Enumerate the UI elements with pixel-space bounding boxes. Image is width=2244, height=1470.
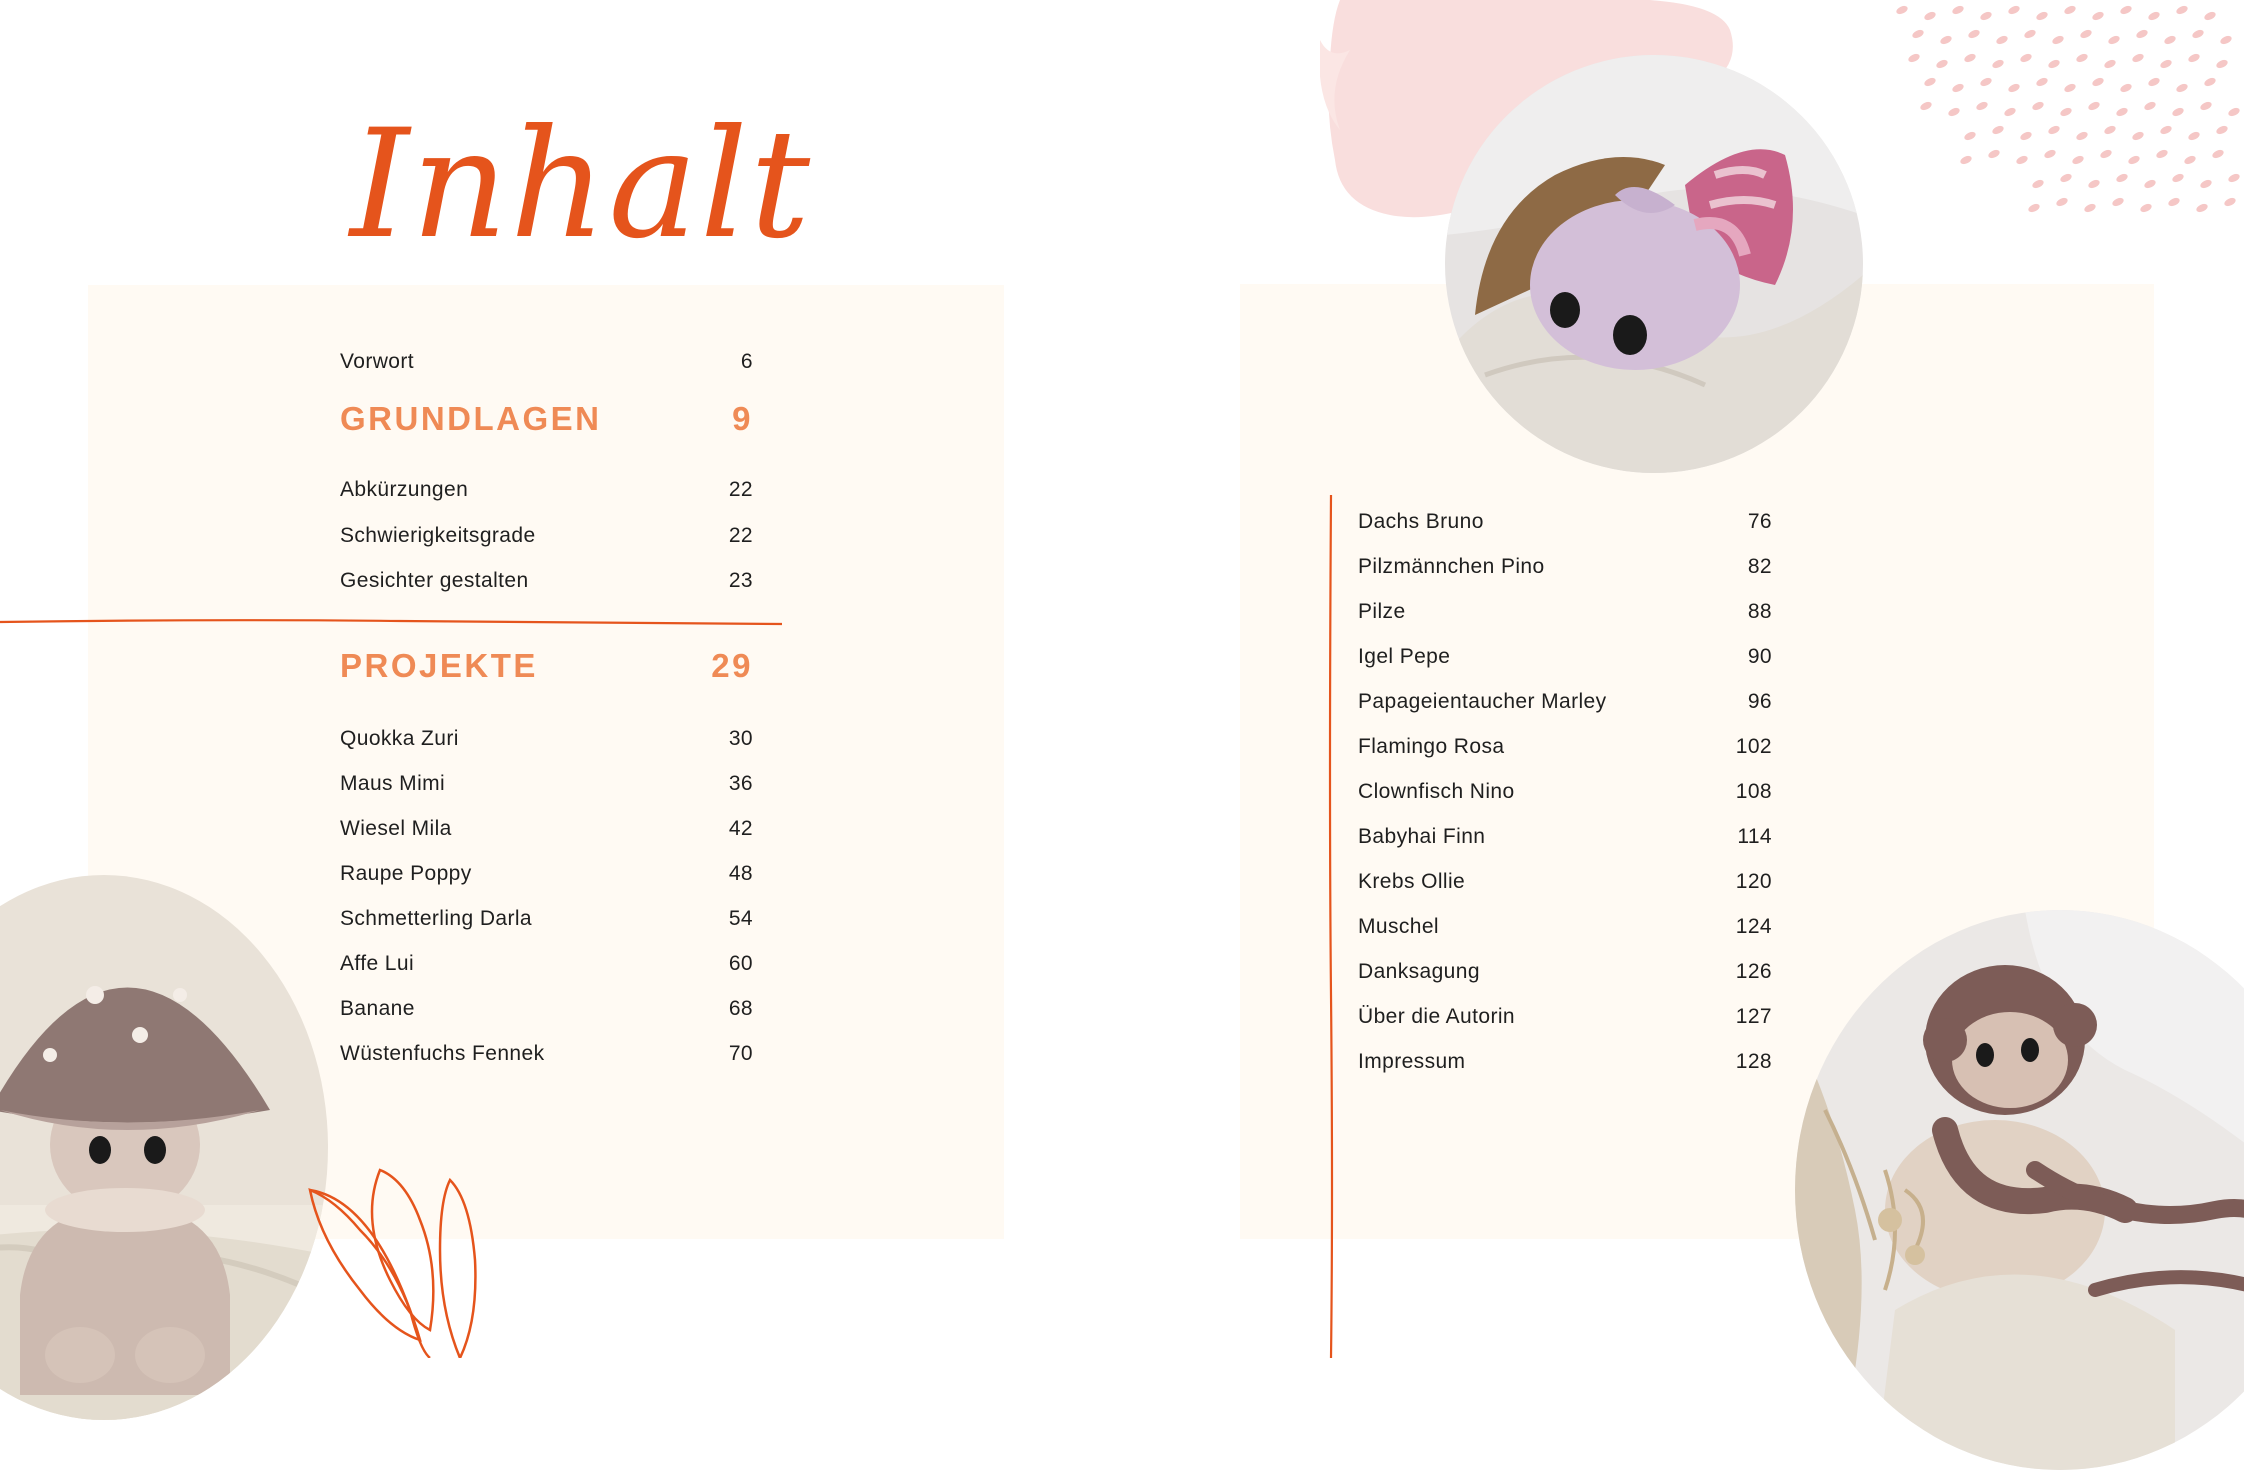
toc-label: Danksagung	[1358, 960, 1480, 983]
toc-page: 42	[728, 817, 753, 840]
toc-row[interactable]	[340, 1042, 753, 1066]
toc-label: Impressum	[1358, 1050, 1466, 1073]
toc-page: 68	[728, 997, 753, 1020]
section-heading-page: 29	[711, 647, 753, 684]
section-heading-projekte[interactable]	[340, 647, 753, 685]
toc-row[interactable]	[1358, 600, 1772, 624]
toc-page: 70	[728, 1042, 753, 1065]
toc-page: 36	[728, 772, 753, 795]
toc-row[interactable]	[1358, 1050, 1772, 1074]
toc-row[interactable]	[1358, 960, 1772, 984]
toc-page: 54	[728, 907, 753, 930]
orange-vertical-line	[1325, 495, 1337, 1358]
toc-row-intro[interactable]	[340, 350, 753, 374]
toc-label: Flamingo Rosa	[1358, 735, 1505, 758]
toc-label: Pilze	[1358, 600, 1406, 623]
clownfish-doll-photo	[1445, 55, 1863, 473]
toc-label: Schwierigkeitsgrade	[340, 524, 536, 547]
toc-label: Babyhai Finn	[1358, 825, 1486, 848]
section-heading-page: 9	[732, 400, 753, 437]
toc-page: 90	[1747, 645, 1772, 668]
toc-label: Gesichter gestalten	[340, 569, 529, 592]
toc-label: Banane	[340, 997, 415, 1020]
toc-page: 48	[728, 862, 753, 885]
toc-page: 114	[1737, 825, 1772, 848]
toc-row[interactable]	[340, 478, 753, 502]
toc-label: Abkürzungen	[340, 478, 469, 501]
pink-dot-pattern	[1890, 0, 2244, 240]
toc-row[interactable]	[1358, 690, 1772, 714]
toc-row[interactable]	[340, 907, 753, 931]
page-title: Inhalt	[350, 98, 813, 272]
toc-page: 60	[728, 952, 753, 975]
toc-label: Dachs Bruno	[1358, 510, 1484, 533]
toc-row[interactable]	[1358, 780, 1772, 804]
toc-label: Pilzmännchen Pino	[1358, 555, 1545, 578]
toc-label: Maus Mimi	[340, 772, 446, 795]
toc-page: 22	[728, 524, 753, 547]
toc-page: 76	[1747, 510, 1772, 533]
toc-row[interactable]	[1358, 735, 1772, 759]
toc-row[interactable]	[340, 524, 753, 548]
toc-label: Wiesel Mila	[340, 817, 452, 840]
toc-page: 102	[1735, 735, 1772, 758]
toc-row[interactable]	[340, 569, 753, 593]
toc-label: Affe Lui	[340, 952, 415, 975]
toc-row[interactable]	[340, 997, 753, 1021]
section-heading-label: PROJEKTE	[340, 647, 538, 684]
toc-label: Krebs Ollie	[1358, 870, 1466, 893]
toc-label: Muschel	[1358, 915, 1439, 938]
toc-label: Vorwort	[340, 350, 414, 373]
toc-page: 23	[728, 569, 753, 592]
toc-label: Raupe Poppy	[340, 862, 472, 885]
toc-page: 120	[1735, 870, 1772, 893]
toc-page: 127	[1735, 1005, 1772, 1028]
toc-label: Wüstenfuchs Fennek	[340, 1042, 545, 1065]
toc-page: 88	[1747, 600, 1772, 623]
toc-page: 128	[1735, 1050, 1772, 1073]
toc-row[interactable]	[340, 772, 753, 796]
toc-row[interactable]	[340, 727, 753, 751]
toc-page: 22	[728, 478, 753, 501]
toc-label: Schmetterling Darla	[340, 907, 533, 930]
toc-page: 124	[1735, 915, 1772, 938]
toc-row[interactable]	[1358, 915, 1772, 939]
toc-label: Clownfisch Nino	[1358, 780, 1515, 803]
toc-row[interactable]	[1358, 870, 1772, 894]
toc-row[interactable]	[1358, 1005, 1772, 1029]
toc-row[interactable]	[1358, 645, 1772, 669]
toc-label: Quokka Zuri	[340, 727, 459, 750]
toc-row[interactable]	[1358, 510, 1772, 534]
section-heading-label: GRUNDLAGEN	[340, 400, 602, 437]
toc-page: 30	[728, 727, 753, 750]
toc-row[interactable]	[1358, 555, 1772, 579]
toc-page: 6	[740, 350, 753, 373]
toc-page: 126	[1735, 960, 1772, 983]
toc-row[interactable]	[340, 817, 753, 841]
toc-row[interactable]	[340, 862, 753, 886]
toc-label: Über die Autorin	[1358, 1005, 1515, 1028]
section-heading-grundlagen[interactable]	[340, 400, 753, 438]
toc-page: 82	[1747, 555, 1772, 578]
orange-divider-line	[0, 615, 790, 629]
toc-label: Papageientaucher Marley	[1358, 690, 1607, 713]
toc-label: Igel Pepe	[1358, 645, 1451, 668]
toc-page: 108	[1735, 780, 1772, 803]
toc-row[interactable]	[340, 952, 753, 976]
leaf-outline-decoration	[300, 1160, 520, 1358]
toc-row[interactable]	[1358, 825, 1772, 849]
toc-page: 96	[1747, 690, 1772, 713]
